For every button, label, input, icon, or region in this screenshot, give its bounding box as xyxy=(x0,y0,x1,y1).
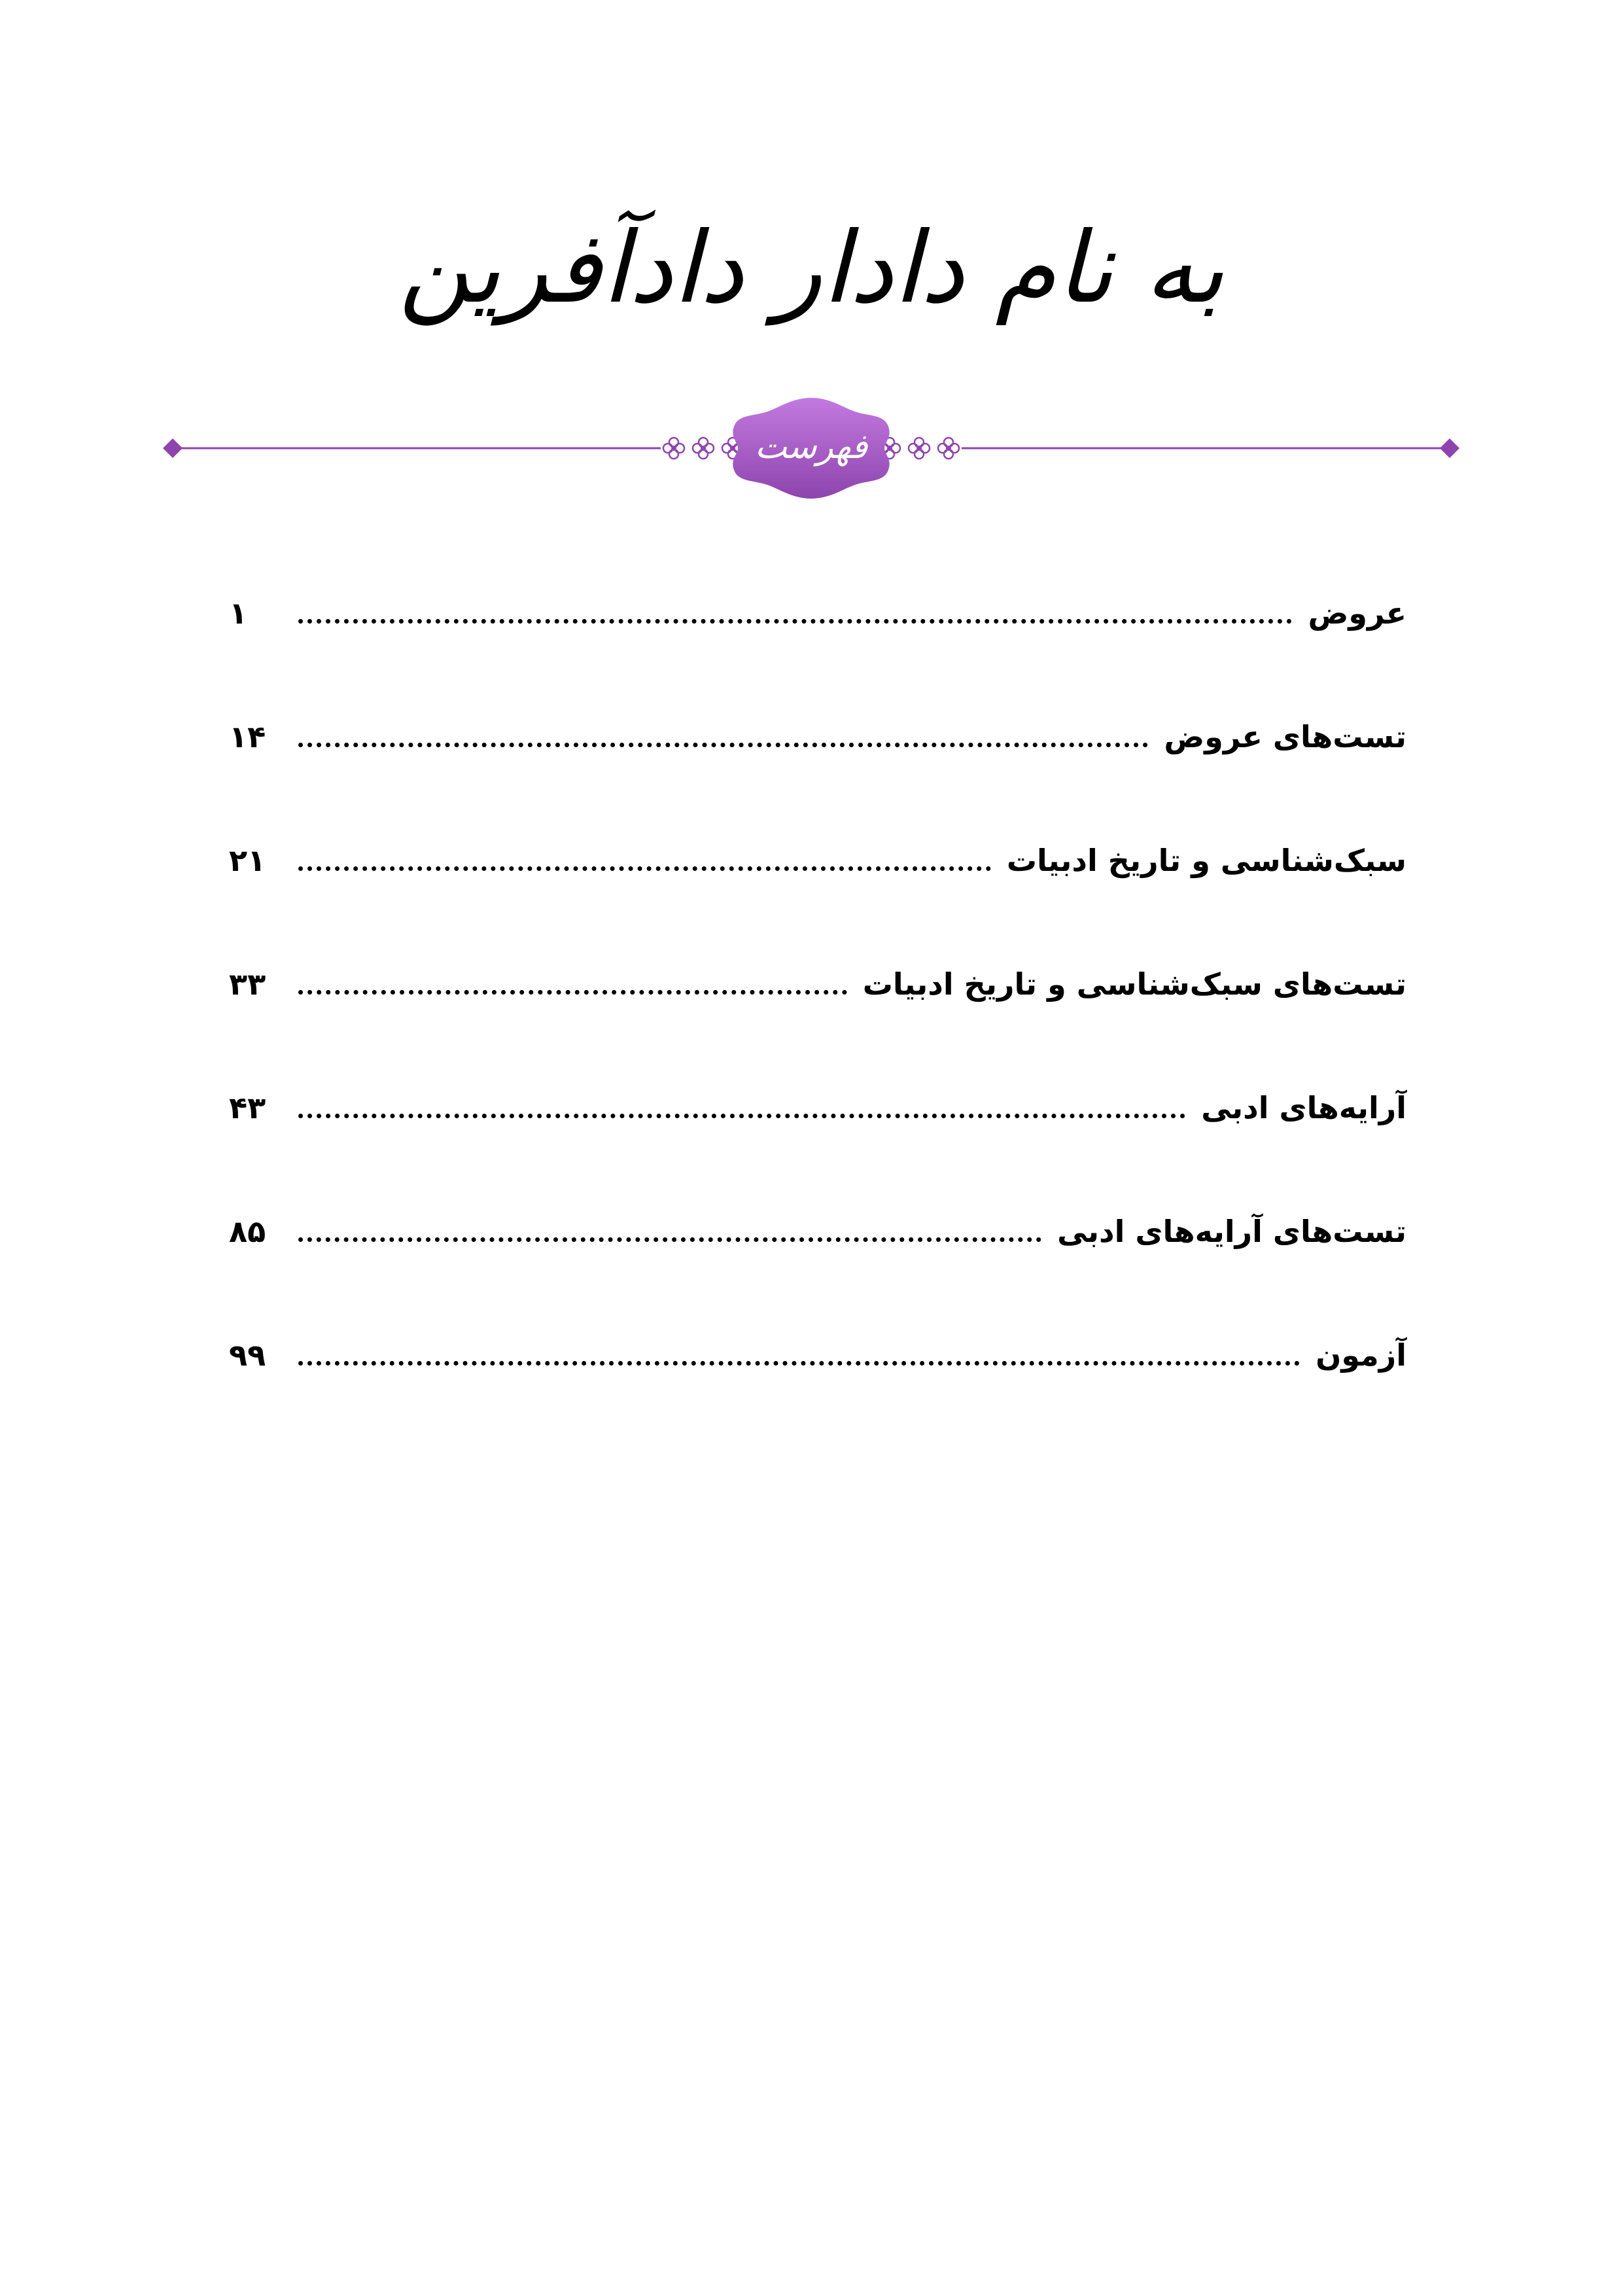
toc-leader-dots xyxy=(298,743,1148,747)
toc-entry-title: آزمون xyxy=(1316,1337,1406,1373)
toc-entry-page: ۴۳ xyxy=(229,1090,266,1125)
toc-entry[interactable] xyxy=(229,1090,1406,1214)
toc-entry-page: ۳۳ xyxy=(229,966,266,1002)
toc-entry-page: ۹۹ xyxy=(229,1337,266,1373)
toc-entry[interactable] xyxy=(229,1337,1406,1461)
toc-entry-page: ۲۱ xyxy=(229,843,266,878)
toc-entry-page: ۸۵ xyxy=(229,1214,266,1249)
table-of-contents xyxy=(229,595,1406,1461)
toc-leader-dots xyxy=(298,990,847,995)
toc-leader-dots xyxy=(298,1114,1185,1118)
toc-entry[interactable] xyxy=(229,719,1406,843)
toc-leader-dots xyxy=(298,866,991,871)
toc-entry-page: ۱۴ xyxy=(229,719,266,754)
toc-entry[interactable] xyxy=(229,1214,1406,1337)
toc-entry-title: آرایه‌های ادبی xyxy=(1201,1090,1406,1125)
toc-leader-dots xyxy=(298,1237,1041,1242)
badge-label: فهرست xyxy=(754,427,868,467)
divider-diamond-right-icon xyxy=(1440,438,1459,458)
section-divider xyxy=(157,386,1465,510)
toc-entry[interactable] xyxy=(229,843,1406,966)
flower-ornament-left-icon xyxy=(663,438,743,459)
toc-leader-dots xyxy=(298,1361,1300,1366)
flower-ornament-right-icon xyxy=(879,438,959,459)
toc-leader-dots xyxy=(298,619,1292,624)
divider-diamond-left-icon xyxy=(163,438,183,458)
toc-entry-page: ۱ xyxy=(229,595,248,631)
toc-entry-title: تست‌های سبک‌شناسی و تاریخ ادبیات xyxy=(862,966,1406,1002)
toc-entry-title: عروض xyxy=(1308,595,1406,631)
toc-entry-title: سبک‌شناسی و تاریخ ادبیات xyxy=(1006,843,1406,878)
toc-entry[interactable] xyxy=(229,595,1406,719)
toc-entry-title: تست‌های آرایه‌های ادبی xyxy=(1057,1214,1406,1249)
page-title: به نام دادار دادآفرین xyxy=(398,211,1225,325)
toc-entry[interactable] xyxy=(229,966,1406,1090)
toc-entry-title: تست‌های عروض xyxy=(1164,719,1406,754)
